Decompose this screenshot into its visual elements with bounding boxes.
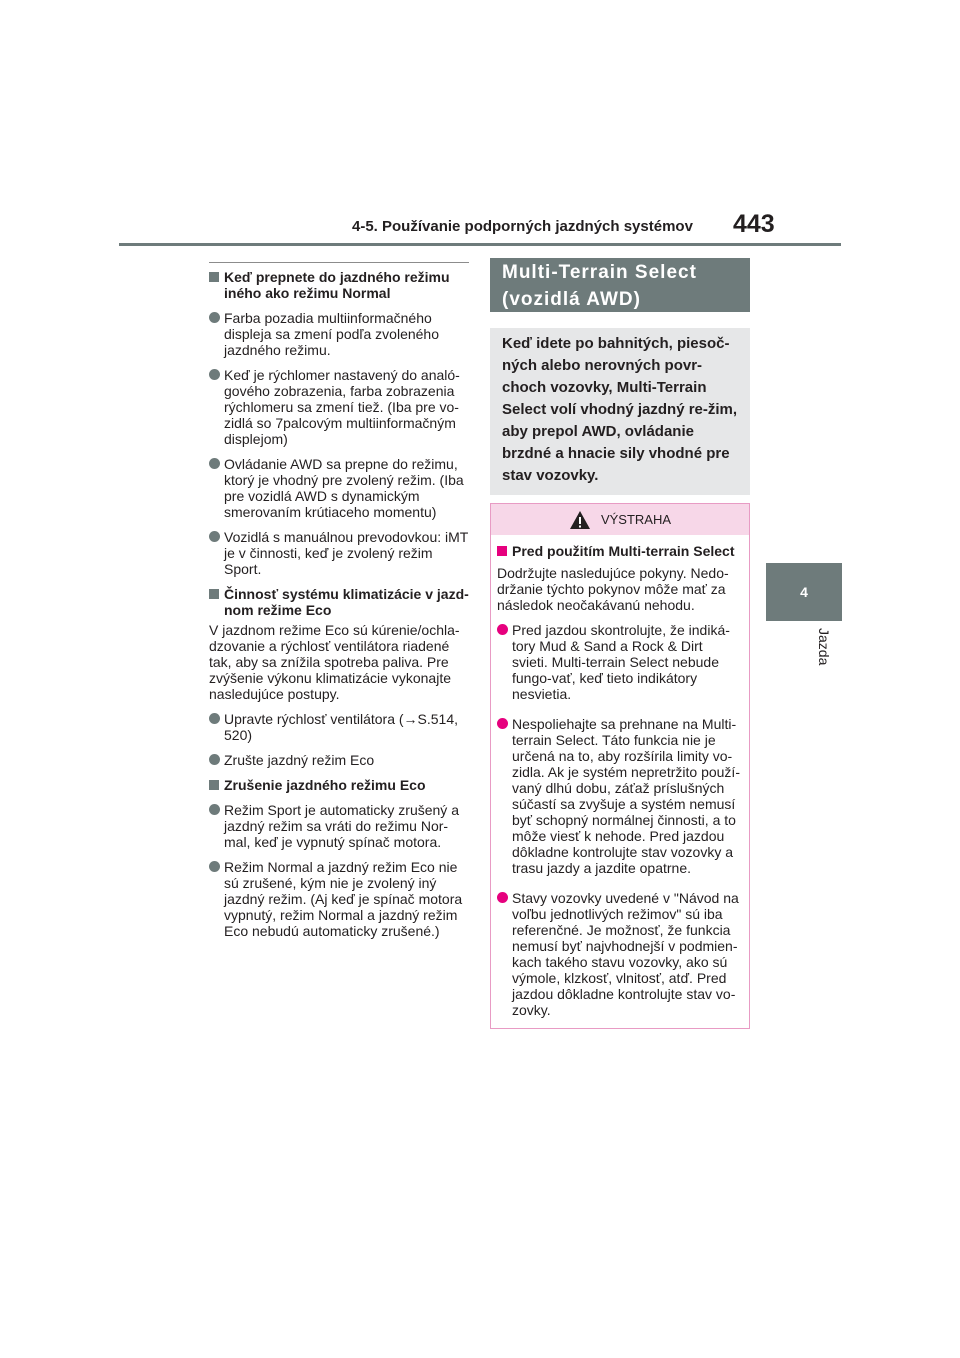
header-divider — [119, 243, 841, 246]
right-column — [490, 258, 750, 1029]
round-bullet-icon — [209, 312, 220, 323]
list-item: Nespoliehajte sa prehnane na Multi-terrain Select. Táto funkcia nie je určená na to, aby rozšírila limity vo-zidla. Ak je systém nepretržito použí-vaný dlhú dobu, záťaž príslušných súčastí sa zvyšuje a systém nemusí byť schopný normálnej činnosti, a to môže viesť k nehode. Pred jazdou dôkladne kontrolujte stav vozovky a trasu jazdy a jazdite opatrne. — [497, 716, 741, 876]
round-bullet-icon — [209, 713, 220, 724]
round-bullet-icon — [497, 624, 508, 635]
round-bullet-icon — [209, 531, 220, 542]
square-bullet-icon — [209, 589, 219, 599]
page-number: 443 — [733, 210, 775, 238]
list-item: Pred jazdou skontrolujte, že indiká-tory Mud & Sand a Rock & Dirt svieti. Multi-terrain Select nebude fungo-vať, keď tieto indikátory nesvietia. — [497, 622, 741, 702]
square-bullet-icon — [209, 272, 219, 282]
chapter-tab — [766, 563, 842, 621]
round-bullet-icon — [497, 892, 508, 903]
chapter-number: 4 — [800, 584, 808, 600]
round-bullet-icon — [209, 861, 220, 872]
left-column — [209, 262, 469, 939]
round-bullet-icon — [209, 804, 220, 815]
chapter-label: Jazda — [816, 628, 832, 666]
body-paragraph: V jazdnom režime Eco sú kúrenie/ochla-dzovanie a rýchlosť ventilátora riadené tak, aby sa znížila spotreba paliva. Pre zvýšenie výkonu klimatizácie vykonajte nasledujúce postupy. — [209, 622, 460, 702]
round-bullet-icon — [497, 718, 508, 729]
warning-heading: Pred použitím Multi-terrain Select — [497, 543, 741, 559]
warning-triangle-icon — [569, 510, 591, 530]
multi-terrain-intro: Keď idete po bahnitých, piesoč-ných alebo nerovných povr-choch vozovky, Multi-Terrain Select volí vhodný jazdný re-žim, aby prepol AWD, ovládanie brzdné a hnacie sily vhodné pre stav vozovky. — [490, 328, 750, 495]
list-item: Vozidlá s manuálnou prevodovkou: iMT je v činnosti, keď je zvolený režim Sport. — [209, 529, 469, 577]
list-item: Upravte rýchlosť ventilátora (→S.514, 520) — [209, 711, 469, 743]
list-item: Ovládanie AWD sa prepne do režimu, ktorý je vhodný pre zvolený režim. (Iba pre vozidlá AWD s dynamickým smerovaním krútiaceho momentu) — [209, 456, 469, 520]
list-item: Keď je rýchlomer nastavený do analó-gového zobrazenia, farba zobrazenia rýchlomeru sa zmení tiež. (Iba pre vo-zidlá so 7palcovým multiinformačným displejom) — [209, 367, 469, 447]
list-item: Zrušte jazdný režim Eco — [209, 752, 469, 768]
round-bullet-icon — [209, 754, 220, 765]
section-heading: Keď prepnete do jazdného režimu iného ako režimu Normal — [209, 269, 469, 301]
list-item: Režim Sport je automaticky zrušený a jazdný režim sa vráti do režimu Nor-mal, keď je vypnutý spínač motora. — [209, 802, 469, 850]
running-header-section-title: 4-5. Používanie podporných jazdných systémov — [352, 218, 693, 235]
round-bullet-icon — [209, 369, 220, 380]
warning-paragraph: Dodržujte nasledujúce pokyny. Nedo-držanie týchto pokynov môže mať za následok neočakávanú nehodu. — [497, 565, 729, 613]
multi-terrain-title: Multi-Terrain Select (vozidlá AWD) — [490, 258, 750, 312]
square-bullet-icon — [209, 780, 219, 790]
square-bullet-icon — [497, 546, 507, 556]
warning-body — [491, 535, 749, 1028]
list-item: Stavy vozovky uvedené v "Návod na voľbu jednotlivých režimov" sú iba referenčné. Je možnosť, že funkcia nemusí byť najvhodnejší v podmien-kach takého stavu vozovky, ako sú výmole, klzkosť, vlnitosť, atď. Pred jazdou dôkladne kontrolujte stav vo-zovky. — [497, 890, 741, 1018]
list-item: Farba pozadia multiinformačného displeja sa zmení podľa zvoleného jazdného režimu. — [209, 310, 469, 358]
section-heading: Zrušenie jazdného režimu Eco — [209, 777, 469, 793]
warning-box — [490, 503, 750, 1029]
warning-header — [491, 504, 749, 535]
left-column-divider — [209, 262, 469, 263]
list-item: Režim Normal a jazdný režim Eco nie sú zrušené, kým nie je zvolený iný jazdný režim. (Aj keď je spínač motora vypnutý, režim Normal a jazdný režim Eco nebudú automaticky zrušené.) — [209, 859, 469, 939]
round-bullet-icon — [209, 458, 220, 469]
section-heading: Činnosť systému klimatizácie v jazd-nom režime Eco — [209, 586, 469, 618]
warning-label: VÝSTRAHA — [600, 511, 672, 527]
